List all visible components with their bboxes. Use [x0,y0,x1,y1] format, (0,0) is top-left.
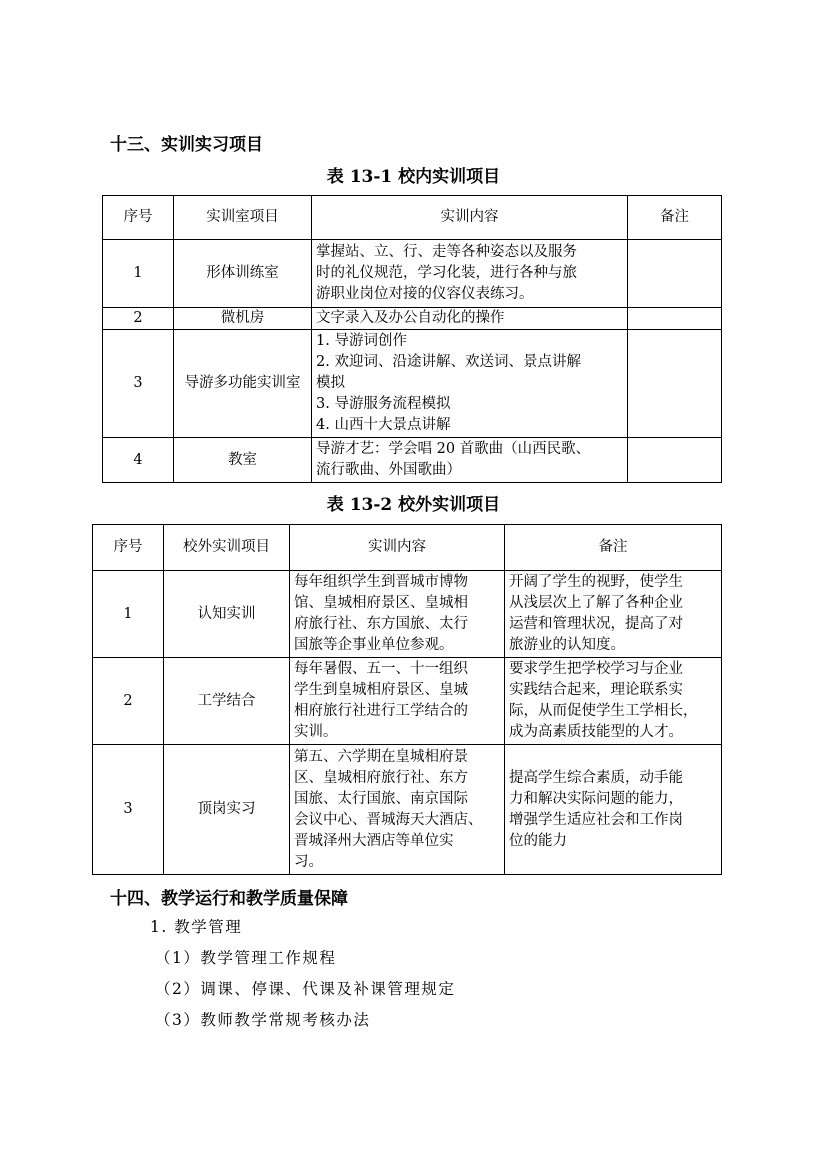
content-line: 会议中心、晋城海天大酒店、 [294,811,483,828]
table-2-header-item: 校外实训项目 [164,525,290,571]
table-1-header-row [103,196,722,240]
row-content [312,438,628,483]
row-note [628,240,722,308]
list-item: （3）教师教学常规考核办法 [155,1011,371,1029]
table-row [103,330,722,438]
content-line: 每年组织学生到晋城市博物 [294,574,468,590]
table-2-title: 表 13-2 校外实训项目 [326,495,501,515]
row-note [505,658,722,745]
content-line: 模拟 [316,375,345,391]
row-number: 2 [103,308,174,330]
row-item: 工学结合 [164,658,290,745]
row-item: 顶岗实习 [164,745,290,875]
content-line: 4. 山西十大景点讲解 [316,417,451,433]
row-note [505,571,722,658]
row-content [290,571,505,658]
content-line: 3. 导游服务流程模拟 [316,396,451,412]
content-line: 国旅等企事业单位参观。 [294,637,454,653]
table-row [93,658,722,745]
note-line: 旅游业的认知度。 [509,637,625,653]
content-line: 国旅、太行国旅、南京国际 [294,790,468,807]
row-number: 2 [93,658,164,745]
table-1-header-item: 实训室项目 [174,196,312,240]
row-note [628,330,722,438]
table-2 [92,524,722,875]
section-14-heading: 十四、教学运行和教学质量保障 [110,889,348,909]
note-line: 提高学生综合素质，动手能 [509,769,683,786]
content-line: 习。 [294,853,323,870]
content-line: 2. 欢迎词、沿途讲解、欢送词、景点讲解 [316,354,581,370]
list-item: （1）教学管理工作规程 [155,949,337,967]
row-content [290,658,505,745]
table-2-header-content: 实训内容 [290,525,505,571]
note-line: 增强学生适应社会和工作岗 [509,811,683,828]
table-1-header-content: 实训内容 [312,196,628,240]
table-row [103,240,722,308]
content-line: 1. 导游词创作 [316,333,407,349]
content-line: 掌握站、立、行、走等各种姿态以及服务 [316,244,577,260]
row-content [290,745,505,875]
content-line: 导游才艺：学会唱 20 首歌曲（山西民歌、 [316,441,591,457]
table-row [93,571,722,658]
row-note [628,438,722,483]
row-content [312,240,628,308]
table-1-header-no: 序号 [103,196,174,240]
table-1-header-note: 备注 [628,196,722,240]
table-2-header-no: 序号 [93,525,164,571]
table-2-header-row [93,525,722,571]
table-row [103,438,722,483]
note-line: 从浅层次上了解了各种企业 [509,595,683,611]
content-line: 相府旅行社进行工学结合的 [294,703,468,719]
content-line: 学生到皇城相府景区、皇城 [294,682,468,698]
note-line: 实践结合起来，理论联系实 [509,682,683,698]
row-item: 形体训练室 [174,240,312,308]
content-line: 实训。 [294,724,338,740]
content-line: 第五、六学期在皇城相府景 [294,748,468,765]
table-row [93,745,722,875]
row-number: 3 [93,745,164,875]
row-number: 4 [103,438,174,483]
note-line: 际，从而促使学生工学相长， [509,703,698,719]
row-number: 3 [103,330,174,438]
row-note [505,745,722,875]
section-13-heading: 十三、实训实习项目 [110,135,263,155]
content-line: 文字录入及办公自动化的操作 [316,310,505,326]
note-line: 运营和管理状况，提高了对 [509,616,683,632]
table-row [103,308,722,330]
note-line: 力和解决实际问题的能力， [509,790,683,807]
row-number: 1 [103,240,174,308]
list-item: （2）调课、停课、代课及补课管理规定 [155,980,456,998]
content-line: 府旅行社、东方国旅、太行 [294,616,468,632]
table-1 [102,195,722,483]
table-2-header-note: 备注 [505,525,722,571]
note-line: 开阔了学生的视野，使学生 [509,574,683,590]
content-line: 区、皇城相府旅行社、东方 [294,769,468,786]
row-note [628,308,722,330]
content-line: 每年暑假、五一、十一组织 [294,661,468,677]
row-content [312,308,628,330]
row-item: 导游多功能实训室 [174,330,312,438]
content-line: 时的礼仪规范，学习化装，进行各种与旅 [316,265,577,281]
content-line: 晋城泽州大酒店等单位实 [294,832,454,849]
row-item: 教室 [174,438,312,483]
content-line: 游职业岗位对接的仪容仪表练习。 [316,286,534,302]
note-line: 要求学生把学校学习与企业 [509,661,683,677]
row-content [312,330,628,438]
content-line: 流行歌曲、外国歌曲） [316,462,461,478]
row-item: 认知实训 [164,571,290,658]
subsection-teaching-management: 1. 教学管理 [150,918,243,936]
note-line: 位的能力 [509,832,567,849]
content-line: 馆、皇城相府景区、皇城相 [294,595,468,611]
row-item: 微机房 [174,308,312,330]
table-1-title: 表 13-1 校内实训项目 [326,167,501,187]
row-number: 1 [93,571,164,658]
note-line: 成为高素质技能型的人才。 [509,724,683,740]
